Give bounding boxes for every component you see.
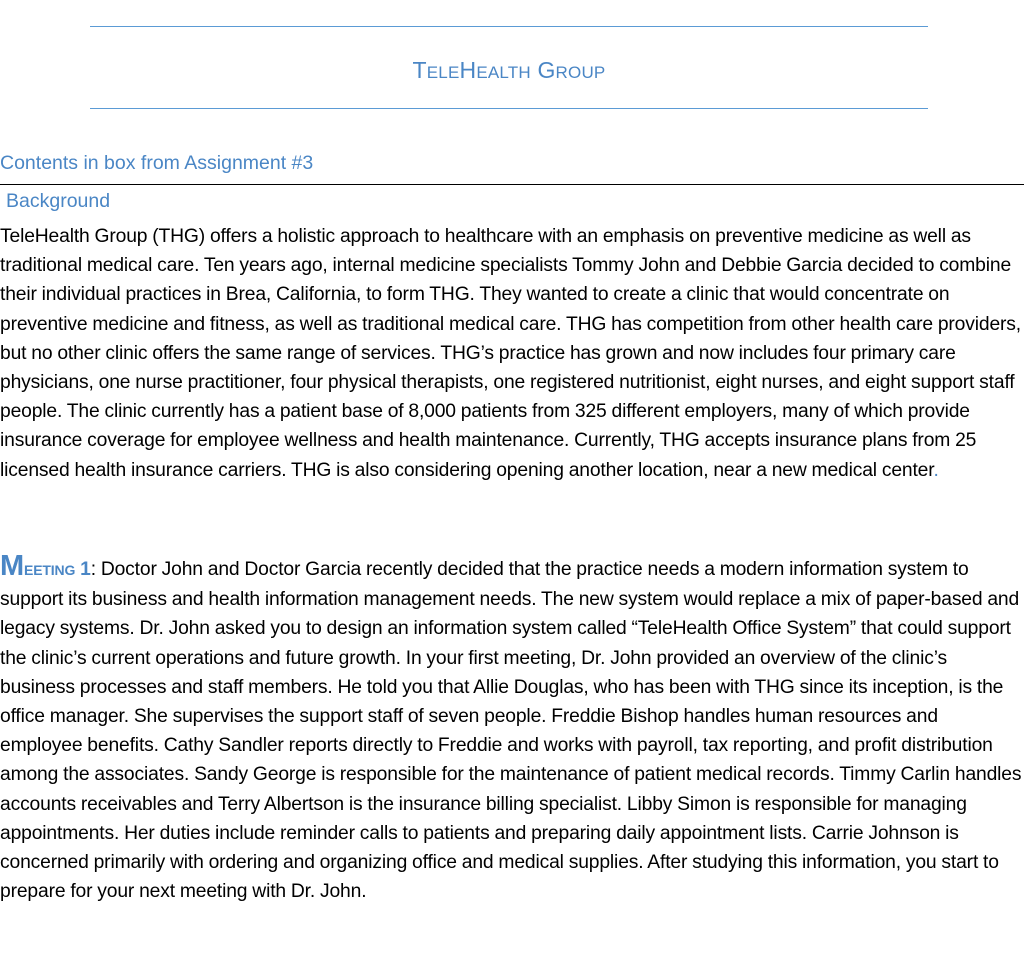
- header-top-rule: [90, 26, 928, 27]
- header-bottom-rule: [90, 108, 928, 109]
- company-name-header: TELEHEALTH GROUP: [412, 57, 606, 83]
- meeting-label: MEETING 1: [0, 550, 91, 582]
- meeting-text: : Doctor John and Doctor Garcia recently decided that the practice needs a modern information system to support its business and health information management needs. The new system would replace a mix of paper-based and legacy systems. Dr. John asked you to design an information system called “TeleHealth Office System” that could support the clinic’s current operations and future growth. In your first meeting, Dr. John provided an overview of the clinic’s business processes and staff members. He told you that Allie Douglas, who has been with THG since its inception, is the office manager. She supervises the support staff of seven people. Freddie Bishop handles human resources and employee benefits. Cathy Sandler reports directly to Freddie and works with payroll, tax reporting, and profit distribution among the associates. Sandy George is responsible for the maintenance of patient medical records. Timmy Carlin handles accounts receivables and Terry Albertson is the insurance billing specialist. Libby Simon is responsible for managing appointments. Her duties include reminder calls to patients and preparing daily appointment lists. Carrie Johnson is concerned primarily with ordering and organizing office and medical supplies. After studying this information, you start to prepare for your next meeting with Dr. John.: [0, 559, 1022, 903]
- meeting-paragraph: [0, 552, 1024, 906]
- background-text: TeleHealth Group (THG) offers a holistic approach to healthcare with an emphasis on preventive medicine as well as traditional medical care. Ten years ago, internal medicine specialists Tommy John and Debbie Garcia decided to combine their individual practices in Brea, California, to form THG. They wanted to create a clinic that would concentrate on preventive medicine and fitness, as well as traditional medical care. THG has competition from other health care providers, but no other clinic offers the same range of services. THG’s practice has grown and now includes four primary care physicians, one nurse practitioner, four physical therapists, one registered nutritionist, eight nurses, and eight support staff people. The clinic currently has a patient base of 8,000 patients from 325 different employers, many of which provide insurance coverage for employee wellness and health maintenance. Currently, THG accepts insurance plans from 25 licensed health insurance carriers. THG is also considering opening another location, near a new medical center: [0, 226, 1021, 481]
- contents-heading: Contents in box from Assignment #3: [0, 152, 314, 174]
- background-heading: Background: [6, 190, 111, 212]
- background-end-mark: .: [933, 459, 939, 481]
- background-paragraph: [0, 222, 1024, 485]
- section-divider: [0, 184, 1024, 185]
